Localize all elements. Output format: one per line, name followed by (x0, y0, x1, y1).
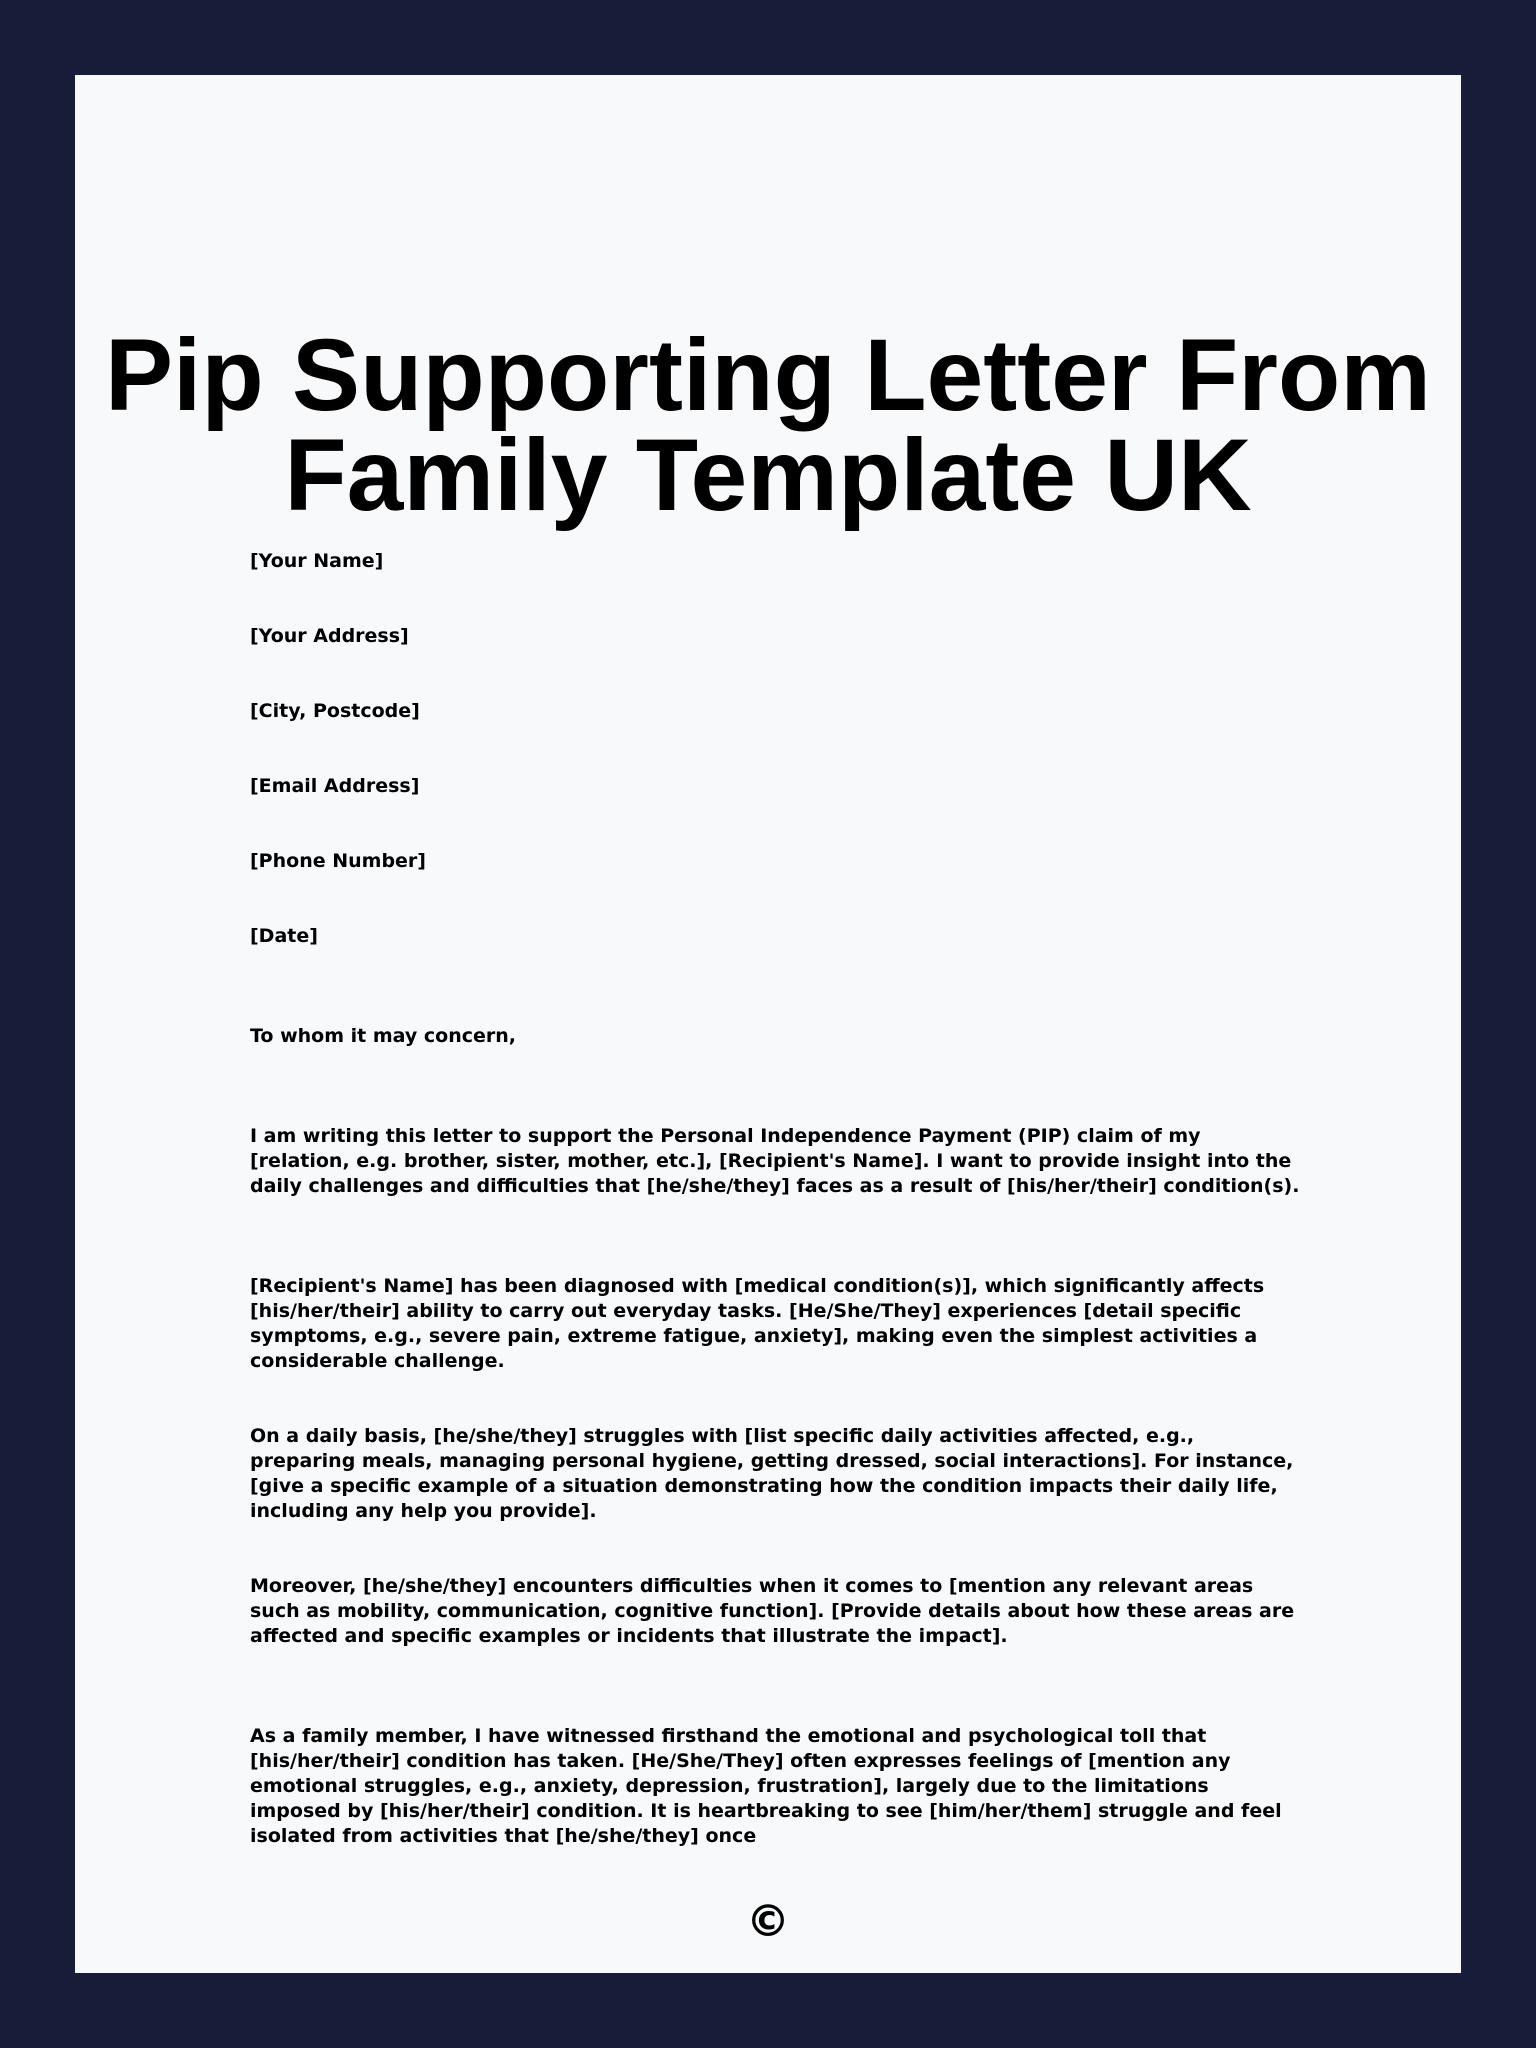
paragraph-1: I am writing this letter to support the Personal Independence Payment (PIP) claim of my [relation, e.g. brother, sister, mother, etc.], [Recipient's Name]. I want to provide insight into the daily challenges and difficulties that [he/she/they] faces as a result of [his/her/their] condition(s). (250, 1125, 1300, 1197)
copyright-icon: © (746, 1896, 790, 1947)
letter-date: [Date] (250, 925, 318, 947)
sender-phone: [Phone Number] (250, 850, 426, 872)
paragraph-2: [Recipient's Name] has been diagnosed with [medical condition(s)], which significantly affects [his/her/their] ability to carry out everyday tasks. [He/She/They] experiences [detail specific symptoms, e.g., severe pain, extreme fatigue, anxiety], making even the simplest activities a considerable challenge. (250, 1275, 1265, 1372)
sender-email: [Email Address] (250, 775, 420, 797)
page-title (75, 318, 1461, 532)
paragraph-5: As a family member, I have witnessed firsthand the emotional and psychological toll that [his/her/their] condition has taken. [He/She/They] often expresses feelings of [mention any emotional struggles, e.g., anxiety, depression, frustration], largely due to the limitations imposed by [his/her/their] condition. It is heartbreaking to see [him/her/them] struggle and feel isolated from activities that [he/she/they] once (250, 1725, 1282, 1847)
paragraph-3: On a daily basis, [he/she/they] struggles with [list specific daily activities affected, e.g., preparing meals, managing personal hygiene, getting dressed, social interactions]. For instance, [give a specific example of a situation demonstrating how the condition impacts their daily life, including any help you provide]. (250, 1425, 1294, 1522)
sender-city-postcode: [City, Postcode] (250, 700, 420, 722)
document-page (75, 75, 1461, 1973)
sender-address: [Your Address] (250, 625, 409, 647)
paragraph-4: Moreover, [he/she/they] encounters difficulties when it comes to [mention any relevant areas such as mobility, communication, cognitive function]. [Provide details about how these areas are affected and specific examples or incidents that illustrate the impact]. (250, 1575, 1295, 1647)
sender-name: [Your Name] (250, 550, 384, 572)
salutation: To whom it may concern, (250, 1025, 516, 1047)
title-line-1: Pip Supporting Letter From (105, 318, 1431, 432)
title-line-2: Family Template UK (284, 418, 1252, 532)
